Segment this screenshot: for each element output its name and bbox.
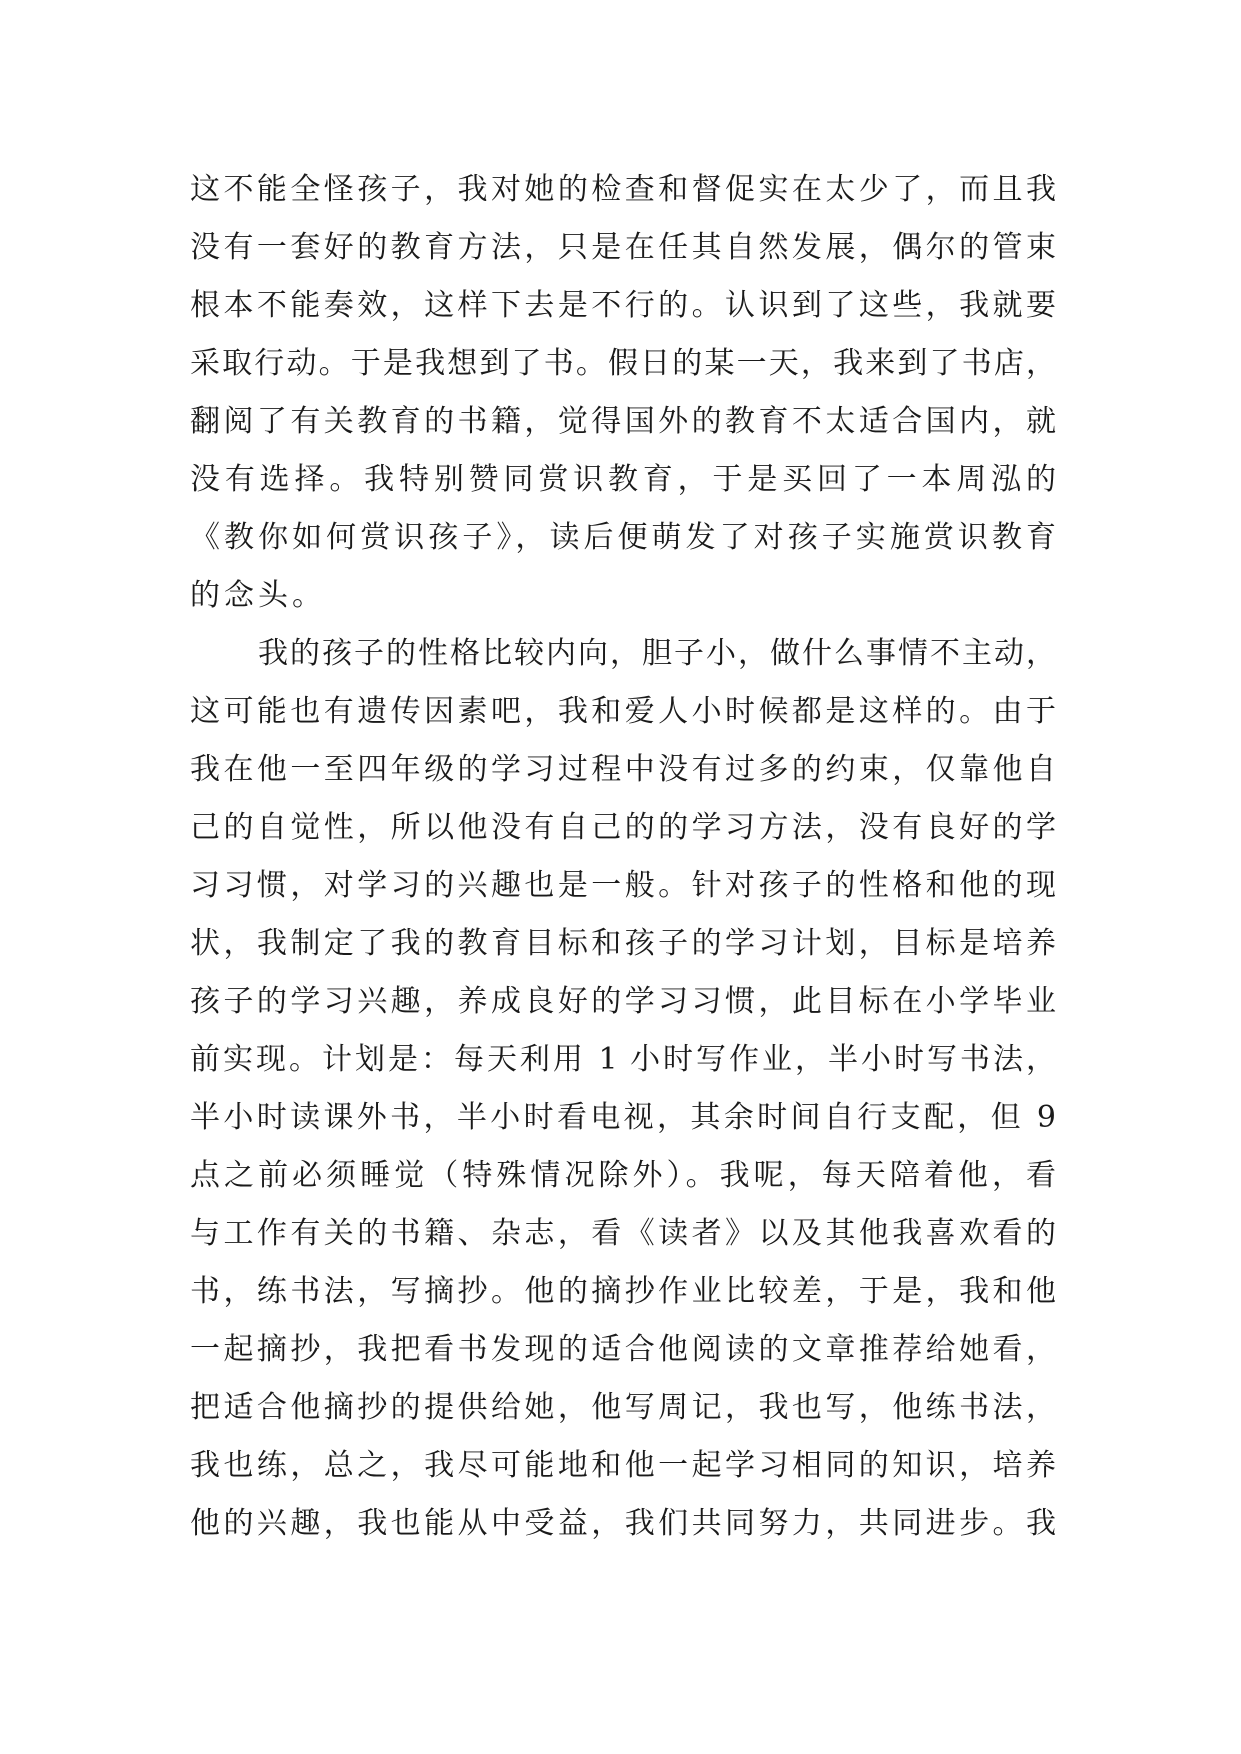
text-line: 己的自觉性，所以他没有自己的的学习方法，没有良好的学 (190, 810, 1056, 845)
text-line: 这不能全怪孩子，我对她的检查和督促实在太少了，而且我 (190, 172, 1056, 207)
text-line: 前实现。计划是：每天利用 1 小时写作业，半小时写书法， (190, 1042, 1056, 1077)
text-line: 点之前必须睡觉（特殊情况除外）。我呢，每天陪着他，看 (190, 1158, 1056, 1193)
text-line: 采取行动。于是我想到了书。假日的某一天，我来到了书店， (190, 346, 1056, 381)
text-line: 没有一套好的教育方法，只是在任其自然发展，偶尔的管束 (190, 230, 1056, 265)
text-line: 我的孩子的性格比较内向，胆子小，做什么事情不主动， (258, 636, 1056, 671)
text-line: 根本不能奏效，这样下去是不行的。认识到了这些，我就要 (190, 288, 1056, 323)
body-text (190, 161, 1056, 1553)
text-line: 的念头。 (190, 578, 326, 613)
text-line: 我在他一至四年级的学习过程中没有过多的约束，仅靠他自 (190, 752, 1056, 787)
text-line: 书，练书法，写摘抄。他的摘抄作业比较差，于是，我和他 (190, 1274, 1056, 1309)
text-line: 习习惯，对学习的兴趣也是一般。针对孩子的性格和他的现 (190, 868, 1056, 903)
text-line: 《教你如何赏识孩子》，读后便萌发了对孩子实施赏识教育 (190, 520, 1056, 555)
text-line: 他的兴趣，我也能从中受益，我们共同努力，共同进步。我 (190, 1506, 1056, 1541)
text-line: 与工作有关的书籍、杂志，看《读者》以及其他我喜欢看的 (190, 1216, 1056, 1251)
text-line: 我也练，总之，我尽可能地和他一起学习相同的知识，培养 (190, 1448, 1056, 1483)
text-line: 孩子的学习兴趣，养成良好的学习习惯，此目标在小学毕业 (190, 984, 1056, 1019)
text-line: 状，我制定了我的教育目标和孩子的学习计划，目标是培养 (190, 926, 1056, 961)
text-line: 这可能也有遗传因素吧，我和爱人小时候都是这样的。由于 (190, 694, 1056, 729)
text-line: 没有选择。我特别赞同赏识教育，于是买回了一本周泓的 (190, 462, 1056, 497)
text-line: 半小时读课外书，半小时看电视，其余时间自行支配，但 9 (190, 1100, 1056, 1135)
text-line: 把适合他摘抄的提供给她，他写周记，我也写，他练书法， (190, 1390, 1056, 1425)
text-line: 翻阅了有关教育的书籍，觉得国外的教育不太适合国内，就 (190, 404, 1056, 439)
text-line: 一起摘抄，我把看书发现的适合他阅读的文章推荐给她看， (190, 1332, 1056, 1367)
